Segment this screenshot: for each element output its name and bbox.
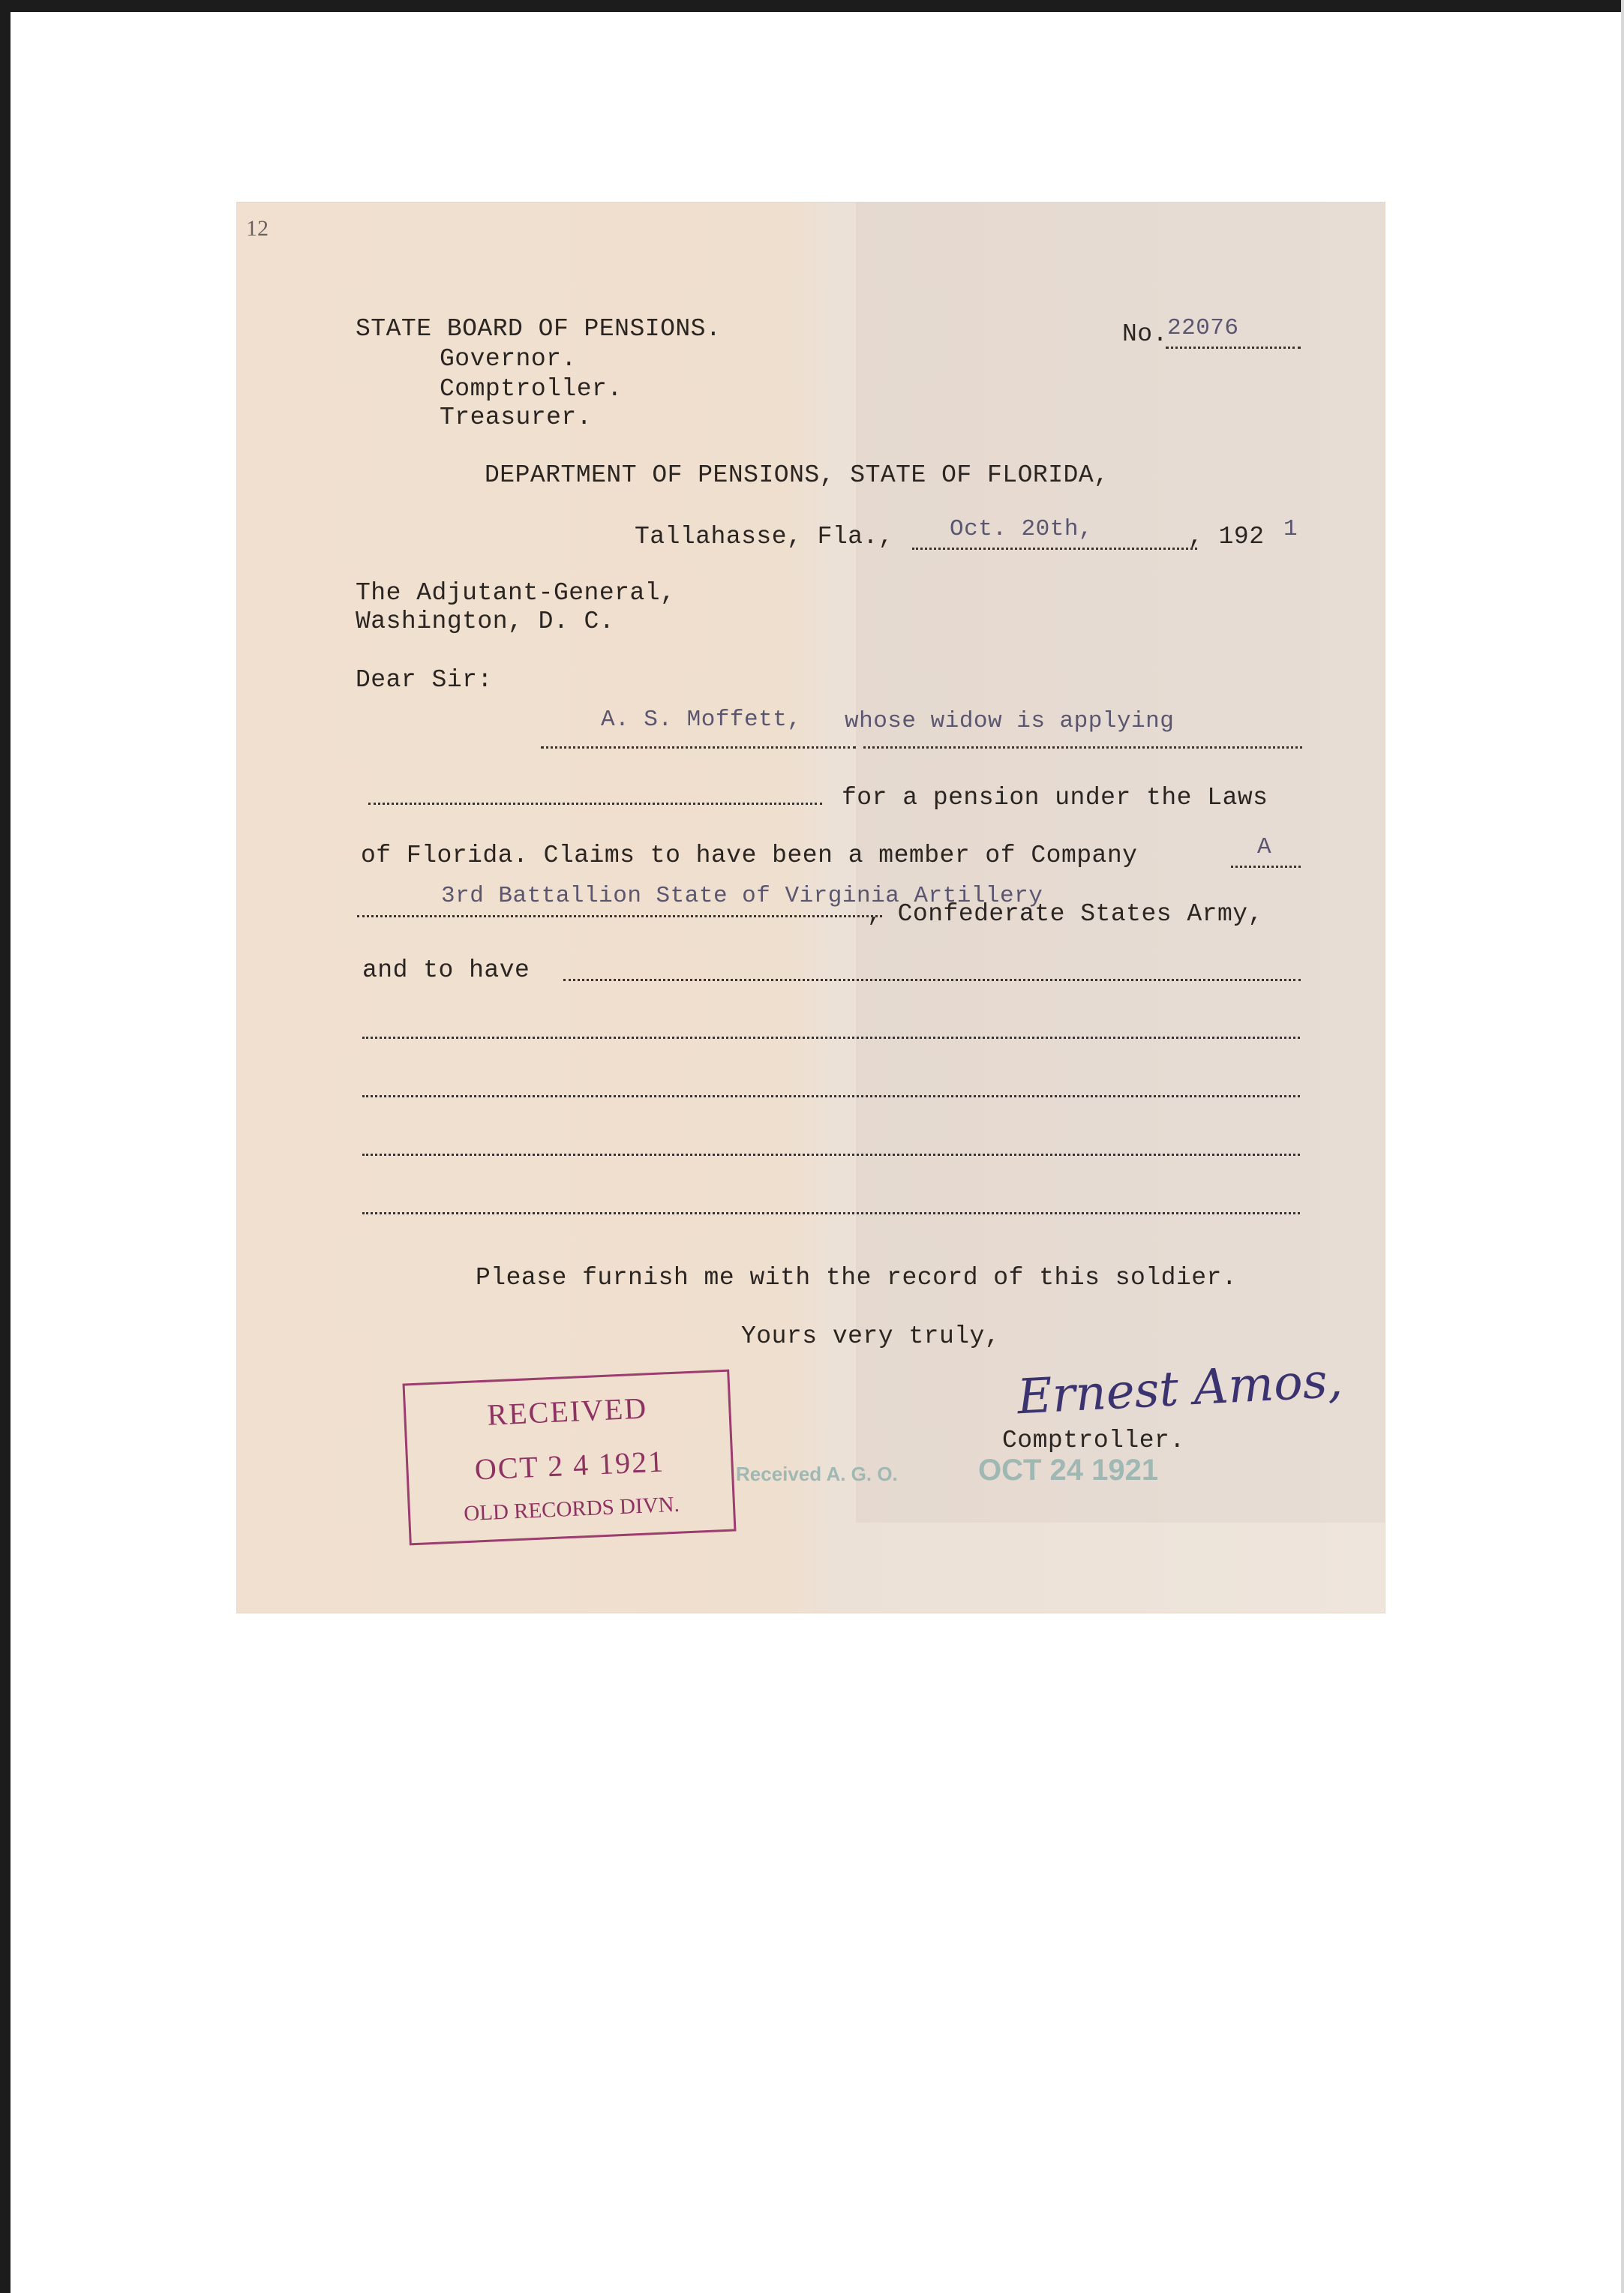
ago-stamp-label: Received A. G. O. xyxy=(736,1463,898,1485)
department-title: DEPARTMENT OF PENSIONS, STATE OF FLORIDA, xyxy=(485,461,1109,489)
signature: Ernest Amos, xyxy=(1016,1352,1344,1426)
dateline-date: Oct. 20th, xyxy=(950,516,1094,542)
dateline-year-digit: 1 xyxy=(1283,516,1298,542)
request-text: Please furnish me with the record of this soldier. xyxy=(476,1264,1238,1292)
applicant: whose widow is applying xyxy=(845,708,1175,734)
date-line xyxy=(912,548,1197,550)
addressee-line: Washington, D. C. xyxy=(356,608,615,635)
blank-line xyxy=(362,1037,1300,1039)
pension-letter xyxy=(237,203,1385,1613)
number-label: No. xyxy=(1122,320,1168,348)
stamp-received-label: RECEIVED xyxy=(486,1391,649,1432)
stamp-received-date: OCT 2 4 1921 xyxy=(473,1444,665,1487)
board-member: Governor. xyxy=(440,345,577,373)
blank-line xyxy=(362,1095,1300,1097)
soldier-line xyxy=(541,746,856,749)
company-value: A xyxy=(1257,834,1272,860)
blank-line xyxy=(362,1212,1300,1214)
stamp-received-division: OLD RECORDS DIVN. xyxy=(463,1492,680,1526)
received-stamp xyxy=(402,1370,736,1546)
salutation: Dear Sir: xyxy=(356,666,493,694)
board-member: Treasurer. xyxy=(440,404,593,431)
soldier-name: A. S. Moffett, xyxy=(601,707,802,733)
pension-blank xyxy=(368,803,822,805)
dateline-place: Tallahasse, Fla., xyxy=(635,523,894,551)
ago-stamp-date: OCT 24 1921 xyxy=(978,1454,1159,1487)
scan-border-left xyxy=(0,0,11,2293)
scan-border-right xyxy=(1621,0,1624,2293)
scan-border-top xyxy=(0,0,1624,12)
blank-line xyxy=(362,1154,1300,1156)
company-line xyxy=(1231,866,1301,868)
to-have-line xyxy=(563,979,1301,981)
valediction: Yours very truly, xyxy=(741,1322,1001,1350)
dateline-year: , 192 xyxy=(1188,523,1265,551)
applicant-line xyxy=(863,746,1302,749)
unit-line xyxy=(357,915,882,917)
margin-mark: 12 xyxy=(246,216,269,241)
unit-value: 3rd Battallion State of Virginia Artillery xyxy=(441,883,1043,909)
signer-title: Comptroller. xyxy=(1002,1427,1185,1454)
addressee-line: The Adjutant-General, xyxy=(356,579,676,607)
board-member: Comptroller. xyxy=(440,375,623,403)
to-have-text: and to have xyxy=(362,956,530,984)
number-value: 22076 xyxy=(1167,315,1239,341)
pension-text: for a pension under the Laws xyxy=(842,784,1268,812)
army-text: , Confederate States Army, xyxy=(867,900,1263,928)
florida-text: of Florida. Claims to have been a member of Company xyxy=(361,842,1138,869)
board-title: STATE BOARD OF PENSIONS. xyxy=(356,315,722,343)
number-line xyxy=(1166,347,1301,349)
